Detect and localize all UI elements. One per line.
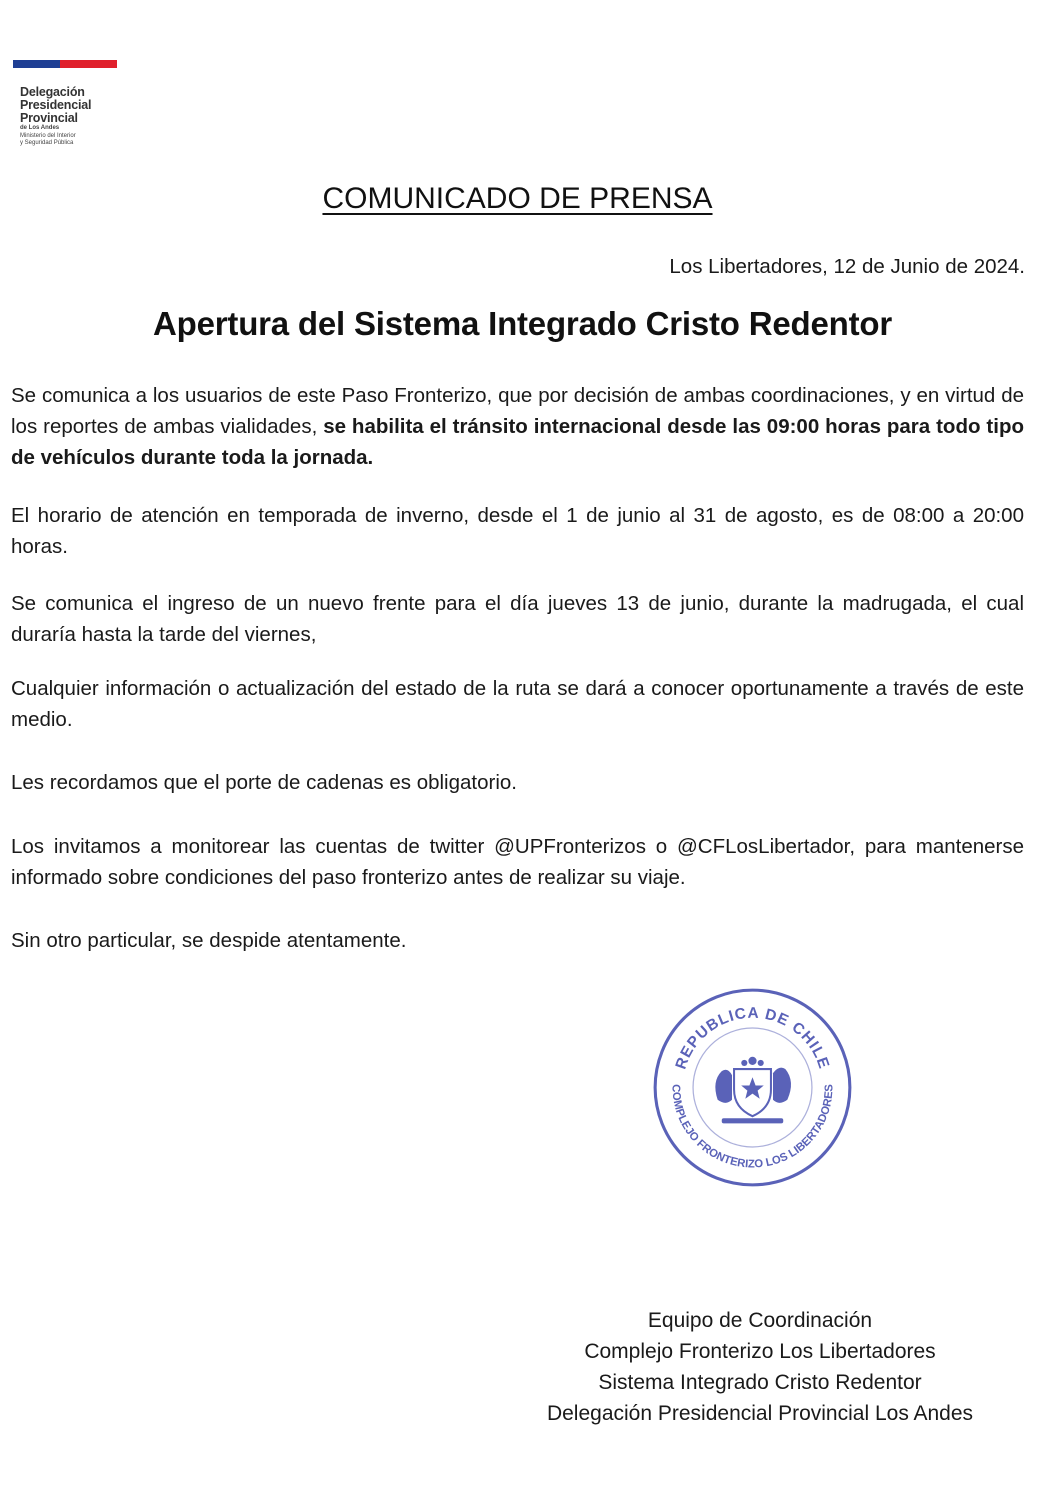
paragraph-7: Sin otro particular, se despide atentamente. <box>11 929 407 952</box>
flag-red-segment <box>60 60 117 68</box>
coat-of-arms-icon <box>715 1057 791 1124</box>
signature-line-4: Delegación Presidencial Provincial Los Andes <box>546 1402 974 1425</box>
paragraph-3: Se comunica el ingreso de un nuevo frente para el día jueves 13 de junio, durante la madrugada, el cual duraría hasta la tarde del viernes, <box>11 592 1024 646</box>
flag-blue-segment <box>13 60 60 68</box>
press-release-heading: COMUNICADO DE PRENSA <box>322 182 713 215</box>
signature-line-3: Sistema Integrado Cristo Redentor <box>598 1371 922 1394</box>
logo-line-1: Delegación <box>20 85 85 99</box>
logo-text <box>20 86 123 147</box>
paragraph-1 <box>11 380 1024 473</box>
paragraph-1-bold-text: se habilita el tránsito internacional desde las 09:00 horas para todo tipo de vehículos durante toda la jornada. <box>11 415 1024 469</box>
paragraph-6: Los invitamos a monitorear las cuentas de twitter @UPFronterizos o @CFLosLibertador, para mantenerse informado sobre condiciones del paso fronterizo antes de realizar su viaje. <box>11 835 1024 889</box>
document-title: Apertura del Sistema Integrado Cristo Redentor <box>153 305 892 342</box>
logo-ministry-2: y Seguridad Pública <box>20 139 74 146</box>
paragraph-1-text: Se comunica a los usuarios de este Paso Fronterizo, que por decisión de ambas coordinaciones, y en virtud de los reportes de ambas vialidades, <box>11 384 1024 438</box>
delegacion-logo <box>13 60 123 147</box>
flag-bar <box>13 60 117 68</box>
date-line: Los Libertadores, 12 de Junio de 2024. <box>669 255 1025 278</box>
signature-line-2: Complejo Fronterizo Los Libertadores <box>584 1340 936 1363</box>
paragraph-2: El horario de atención en temporada de inverno, desde el 1 de junio al 31 de agosto, es de 08:00 a 20:00 horas. <box>11 504 1024 558</box>
paragraph-4: Cualquier información o actualización del estado de la ruta se dará a conocer oportunamente a través de este medio. <box>11 677 1024 731</box>
signature-block <box>530 1305 990 1429</box>
stamp-top-text: REPUBLICA DE CHILE <box>672 1004 833 1072</box>
stamp-bottom-text: COMPLEJO FRONTERIZO LOS LIBERTADORES <box>669 1084 836 1171</box>
official-stamp <box>650 985 855 1190</box>
logo-line-2: Presidencial <box>20 98 92 113</box>
logo-line-3: Provincial <box>20 111 78 126</box>
logo-subtitle: de Los Andes <box>20 125 60 132</box>
signature-line-1: Equipo de Coordinación <box>647 1309 873 1332</box>
logo-ministry-1: Ministerio del Interior <box>20 132 76 139</box>
paragraph-5: Les recordamos que el porte de cadenas es obligatorio. <box>11 771 517 794</box>
